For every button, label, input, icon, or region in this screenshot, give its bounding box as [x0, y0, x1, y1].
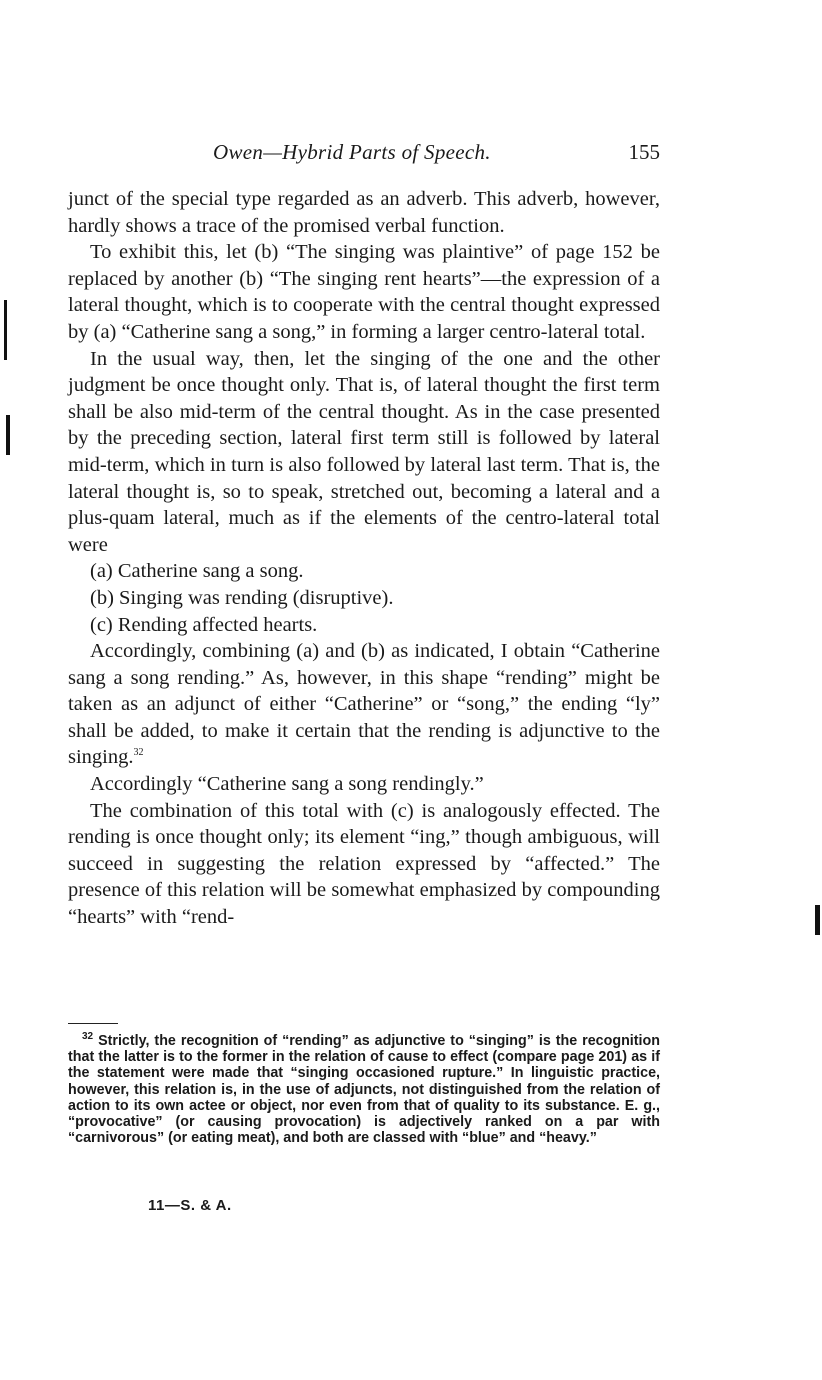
footnote-reference: 32	[133, 747, 144, 759]
running-head: Owen—Hybrid Parts of Speech.	[213, 140, 491, 164]
left-edge-mark-lower	[6, 415, 10, 455]
left-edge-mark	[4, 300, 7, 360]
right-edge-mark	[815, 905, 820, 935]
footnote-divider	[68, 1023, 118, 1024]
footnote	[68, 1033, 660, 1146]
list-item-b: (b) Singing was rending (disruptive).	[90, 586, 394, 609]
list-item-c: (c) Rending affected hearts.	[90, 613, 318, 636]
paragraph-5: Accordingly “Catherine sang a song rendingly.”	[90, 773, 484, 796]
paragraph-1: junct of the special type regarded as an adverb. This adverb, however, hardly shows a trace of the promised verbal function.	[68, 188, 660, 237]
main-text	[68, 186, 660, 931]
footnote-text: Strictly, the recognition of “rending” as adjunctive to “singing” is the recognition that the latter is to the former in the relation of cause to effect (compare page 201) as if the statement were made that “singing occasioned rupture.” In linguistic practice, however, this relation is, in the use of adjuncts, not distinguished from the relation of action to its own actee or object, nor even from that of quality to its substance. E. g., “provocative” (or causing provocation) is adjectively ranked on a par with “carnivorous” (or eating meat), and both are classed with “blue” and “heavy.”	[68, 1033, 660, 1147]
page-number: 155	[628, 140, 660, 164]
paragraph-4	[68, 638, 660, 771]
paragraph-6: The combination of this total with (c) is analogously effected. The rending is once thought only; its element “ing,” though ambiguous, will succeed in suggesting the relation expressed by “affected.” The presence of this relation will be somewhat emphasized by compounding “hearts” with “rend-	[68, 799, 660, 929]
page-header	[68, 140, 660, 170]
list-item-a: (a) Catherine sang a song.	[90, 560, 304, 583]
paragraph-2: To exhibit this, let (b) “The singing was plaintive” of page 152 be replaced by another (b) “The singing rent hearts”—the expression of a lateral thought, which is to cooperate with the central thought expressed by (a) “Catherine sang a song,” in forming a larger centro-lateral total.	[68, 241, 660, 343]
paragraph-4-text: Accordingly, combining (a) and (b) as indicated, I obtain “Catherine sang a song rending.” As, however, in this shape “rending” might be taken as an adjunct of either “Catherine” or “song,” the ending “ly” shall be added, to make it certain that the rending is adjunctive to the singing.	[68, 640, 660, 769]
signature-mark: 11—S. & A.	[148, 1197, 232, 1214]
footnote-paragraph	[68, 1033, 660, 1146]
paragraph-3: In the usual way, then, let the singing of the one and the other judgment be once thought only. That is, of lateral thought the first term shall be also mid-term of the central thought. As in the case presented by the preceding section, lateral first term still is followed by lateral mid-term, which in turn is also followed by lateral last term. That is, the lateral thought is, so to speak, stretched out, becoming a lateral and a plus-quam lateral, much as if the elements of the centro-lateral total were	[68, 347, 660, 556]
footnote-marker: 32	[82, 1031, 94, 1043]
